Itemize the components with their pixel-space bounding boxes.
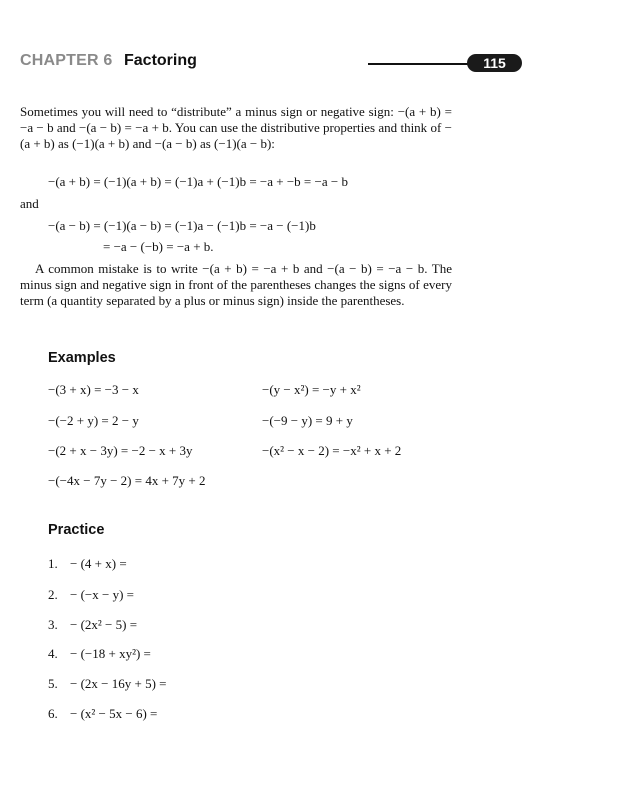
practice-number: 6. bbox=[48, 706, 58, 721]
practice-item bbox=[48, 706, 157, 722]
practice-number: 4. bbox=[48, 646, 58, 661]
example-left-2: −(−2 + y) = 2 − y bbox=[48, 413, 139, 428]
and-word: and bbox=[20, 196, 39, 211]
practice-expression: − (2x² − 5) = bbox=[70, 617, 138, 632]
practice-item bbox=[48, 556, 127, 572]
example-right-1: −(y − x²) = −y + x² bbox=[262, 382, 361, 397]
page-number-badge: 115 bbox=[467, 54, 522, 72]
example-right-2: −(−9 − y) = 9 + y bbox=[262, 413, 353, 428]
page-header bbox=[20, 52, 522, 76]
example-left-1: −(3 + x) = −3 − x bbox=[48, 382, 139, 397]
example-left-3: −(2 + x − 3y) = −2 − x + 3y bbox=[48, 443, 193, 458]
practice-item bbox=[48, 646, 151, 662]
chapter-title: Factoring bbox=[124, 52, 197, 69]
practice-number: 2. bbox=[48, 587, 58, 602]
mistake-paragraph: A common mistake is to write −(a + b) = −a + b and −(a − b) = −a − b. The minus sign and negative sign in front of the parentheses changes the signs of every term (a quantity separated by a plus or minus sign) inside the parentheses. bbox=[20, 261, 452, 308]
practice-expression: − (−x − y) = bbox=[70, 587, 134, 602]
practice-expression: − (2x − 16y + 5) = bbox=[70, 676, 167, 691]
practice-item bbox=[48, 676, 166, 692]
practice-expression: − (x² − 5x − 6) = bbox=[70, 706, 158, 721]
practice-item bbox=[48, 587, 134, 603]
practice-heading: Practice bbox=[48, 522, 105, 538]
examples-heading: Examples bbox=[48, 350, 116, 366]
equation-2b: = −a − (−b) = −a + b. bbox=[103, 239, 214, 254]
practice-number: 3. bbox=[48, 617, 58, 632]
practice-expression: − (4 + x) = bbox=[70, 556, 127, 571]
practice-expression: − (−18 + xy²) = bbox=[70, 646, 151, 661]
practice-number: 5. bbox=[48, 676, 58, 691]
practice-item bbox=[48, 617, 137, 633]
chapter-label: CHAPTER 6 bbox=[20, 52, 113, 69]
intro-paragraph: Sometimes you will need to “distribute” a minus sign or negative sign: −(a + b) = −a − b and −(a − b) = −a + b. You can use the distributive properties and think of −(a + b) as (−1)(a + b) and −(a − b) as (−1)(a − b): bbox=[20, 104, 452, 151]
header-rule bbox=[368, 63, 480, 65]
example-right-3: −(x² − x − 2) = −x² + x + 2 bbox=[262, 443, 402, 458]
equation-2a: −(a − b) = (−1)(a − b) = (−1)a − (−1)b = −a − (−1)b bbox=[48, 218, 316, 233]
example-left-4: −(−4x − 7y − 2) = 4x + 7y + 2 bbox=[48, 473, 206, 488]
equation-1: −(a + b) = (−1)(a + b) = (−1)a + (−1)b = −a + −b = −a − b bbox=[48, 174, 348, 189]
practice-number: 1. bbox=[48, 556, 58, 571]
